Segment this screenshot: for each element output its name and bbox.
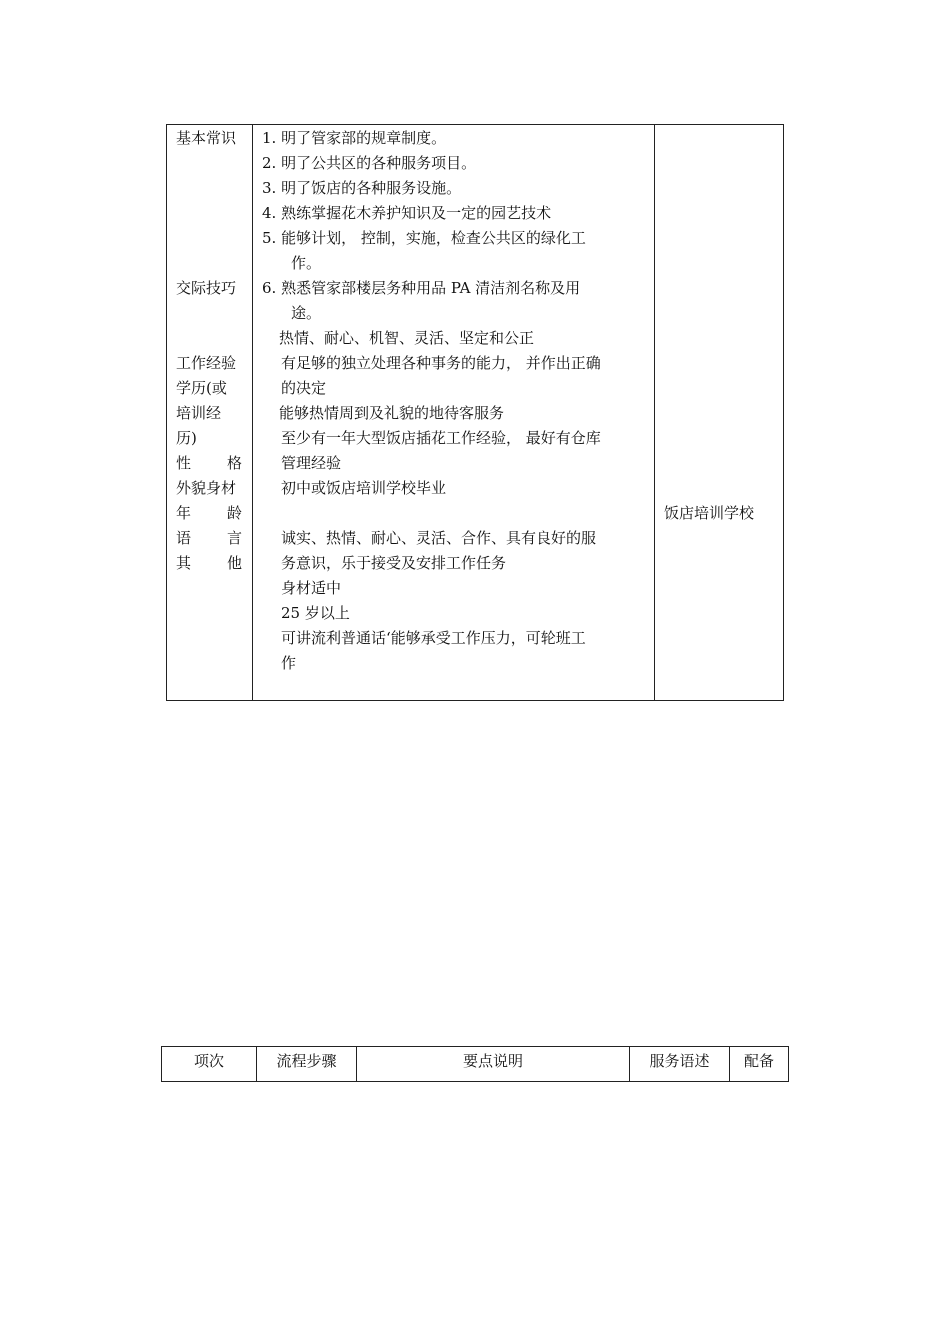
table1-divider-1 bbox=[252, 124, 253, 701]
req-line: 3. 明了饭店的各种服务设施。 bbox=[262, 179, 462, 197]
req-line: 务意识，乐于接受及安排工作任务 bbox=[281, 554, 507, 572]
req-line: 1. 明了管家部的规章制度。 bbox=[262, 129, 447, 147]
req-line: 5. 能够计划， 控制，实施，检查公共区的绿化工 bbox=[262, 229, 586, 247]
label-education-line3: 历) bbox=[176, 429, 197, 447]
req-line: 初中或饭店培训学校毕业 bbox=[281, 479, 447, 497]
label-appearance: 外貌身材 bbox=[176, 479, 237, 497]
req-line: 作。 bbox=[291, 254, 322, 272]
req-line: 途。 bbox=[291, 304, 322, 322]
label-language bbox=[176, 526, 242, 551]
req-line: 管理经验 bbox=[281, 454, 342, 472]
req-line: 作 bbox=[281, 654, 297, 672]
label-basic-knowledge: 基本常识 bbox=[176, 129, 237, 147]
label-other-a: 其 bbox=[176, 554, 192, 572]
label-education-line2: 培训经 bbox=[176, 404, 222, 422]
label-education-line1: 学历(或 bbox=[176, 379, 227, 397]
req-line: 2. 明了公共区的各种服务项目。 bbox=[262, 154, 477, 172]
req-line: 至少有一年大型饭店插花工作经验， 最好有仓库 bbox=[281, 429, 601, 447]
req-line: 能够热情周到及礼貌的地待客服务 bbox=[279, 404, 505, 422]
req-line: 25 岁以上 bbox=[281, 604, 350, 622]
header-equipment: 配备 bbox=[743, 1052, 774, 1070]
table1-left-border bbox=[166, 124, 167, 701]
label-other bbox=[176, 551, 242, 576]
header-item-no: 项次 bbox=[193, 1052, 224, 1070]
header-key-points: 要点说明 bbox=[462, 1052, 523, 1070]
training-school-text: 饭店培训学校 bbox=[664, 504, 755, 522]
label-age bbox=[176, 501, 242, 526]
table1-top-border bbox=[166, 124, 784, 125]
label-personality-b: 格 bbox=[226, 454, 242, 472]
req-line: 可讲流利普通话‘能够承受工作压力，可轮班工 bbox=[281, 629, 586, 647]
req-line: 身材适中 bbox=[281, 579, 342, 597]
label-communication: 交际技巧 bbox=[176, 279, 237, 297]
label-personality-a: 性 bbox=[176, 454, 192, 472]
header-service-phrases: 服务语述 bbox=[649, 1052, 710, 1070]
req-line: 有足够的独立处理各种事务的能力， 并作出正确 bbox=[281, 354, 601, 372]
table1-right-border bbox=[783, 124, 784, 701]
table1-bottom-border bbox=[166, 700, 784, 701]
label-personality bbox=[176, 451, 242, 476]
table1-divider-2 bbox=[654, 124, 655, 701]
req-line: 的决定 bbox=[281, 379, 327, 397]
label-other-b: 他 bbox=[226, 554, 242, 572]
label-language-a: 语 bbox=[176, 529, 192, 547]
label-age-a: 年 bbox=[176, 504, 192, 522]
req-line: 6. 熟悉管家部楼层务种用品 PA 清洁剂名称及用 bbox=[262, 279, 581, 297]
label-age-b: 龄 bbox=[226, 504, 242, 522]
table2-right-border bbox=[788, 1046, 789, 1082]
req-line: 热情、耐心、机智、灵活、坚定和公正 bbox=[279, 329, 535, 347]
label-work-experience: 工作经验 bbox=[176, 354, 237, 372]
req-line: 4. 熟练掌握花木养护知识及一定的园艺技术 bbox=[262, 204, 552, 222]
header-process-steps: 流程步骤 bbox=[276, 1052, 337, 1070]
label-language-b: 言 bbox=[226, 529, 242, 547]
req-line: 诚实、热情、耐心、灵活、合作、具有良好的服 bbox=[281, 529, 597, 547]
